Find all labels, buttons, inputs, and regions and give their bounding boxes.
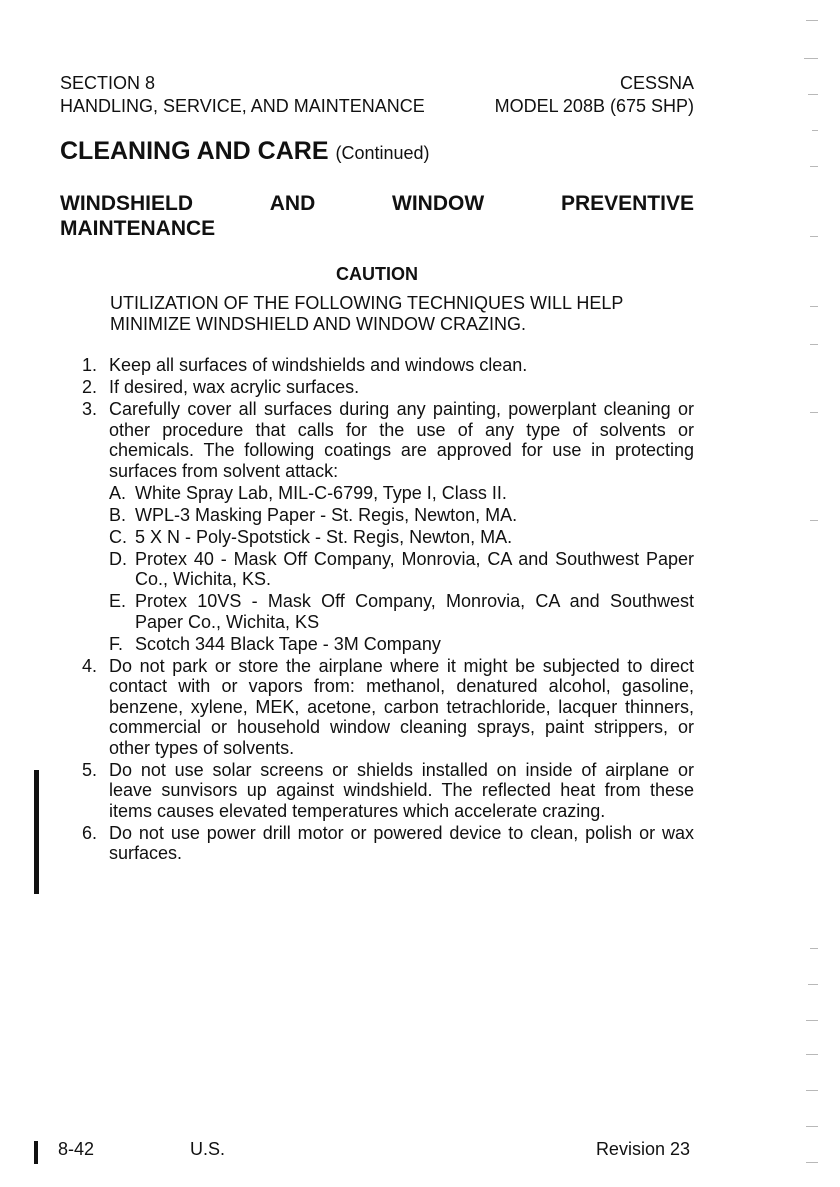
revision-label: Revision 23 xyxy=(595,1139,690,1159)
coating-letter: A. xyxy=(109,482,127,503)
list-item-number: 6. xyxy=(82,822,98,843)
list-item xyxy=(60,399,694,481)
model-designation: MODEL 208B (675 SHP) xyxy=(494,96,694,116)
section-title: HANDLING, SERVICE, AND MAINTENANCE xyxy=(60,96,425,116)
subheading-word: PREVENTIVE xyxy=(560,192,694,215)
list-item xyxy=(60,355,694,376)
page-title xyxy=(60,136,430,168)
coating-letter: F. xyxy=(109,633,124,654)
list-item-text: Do not use solar screens or shields installed on inside of airplane or leave sunvisors up against windshield. The reflected heat from these items causes elevated temperatures which accelerate crazing. xyxy=(109,759,694,821)
coating-letter: C. xyxy=(109,526,127,547)
coating-letter: E. xyxy=(109,591,127,611)
subheading-word: WINDOW xyxy=(392,192,485,215)
scan-artifact xyxy=(806,20,818,21)
scan-artifact xyxy=(806,1054,818,1055)
scan-artifact xyxy=(810,166,818,167)
scan-artifact xyxy=(810,344,818,345)
scan-artifact xyxy=(808,984,818,985)
list-item-number: 3. xyxy=(82,399,98,419)
list-item xyxy=(60,760,694,822)
footer-change-bar xyxy=(34,1141,38,1164)
scan-artifact xyxy=(806,1162,818,1163)
scan-artifact xyxy=(806,1020,818,1021)
list-item-text: Carefully cover all surfaces during any painting, powerplant cleaning or other procedure that calls for the use of any type of solvents or chemicals. The following coatings are approved for use in protecting surfaces from solvent attack: xyxy=(109,399,694,481)
page-title-main: CLEANING AND CARE xyxy=(60,137,329,165)
list-item-number: 5. xyxy=(82,759,98,780)
maintenance-steps xyxy=(60,355,694,865)
list-item-number: 4. xyxy=(82,655,98,676)
coating-letter: B. xyxy=(109,504,127,525)
coating-item xyxy=(60,505,694,526)
list-item xyxy=(60,656,694,759)
scan-artifact xyxy=(806,1126,818,1127)
coating-text: WPL-3 Masking Paper - St. Regis, Newton, MA. xyxy=(135,504,518,525)
header-row-1 xyxy=(60,72,694,94)
coating-text: Protex 10VS - Mask Off Company, Monrovia, CA and Southwest Paper Co., Wichita, KS xyxy=(135,591,694,632)
scan-artifact xyxy=(810,412,818,413)
page-number: 8-42 xyxy=(58,1139,95,1159)
coating-item xyxy=(60,527,694,548)
subheading-line-2: MAINTENANCE xyxy=(60,217,216,240)
coating-item xyxy=(60,634,694,655)
list-item-text: Keep all surfaces of windshields and windows clean. xyxy=(109,355,528,375)
list-item-text: If desired, wax acrylic surfaces. xyxy=(109,377,360,397)
scan-artifact xyxy=(806,1090,818,1091)
coating-text: Scotch 344 Black Tape - 3M Company xyxy=(135,633,441,654)
scan-artifact xyxy=(812,130,818,131)
revision-change-bar xyxy=(34,770,39,894)
scan-artifact xyxy=(810,236,818,237)
scan-artifact xyxy=(810,520,818,521)
coating-item xyxy=(60,549,694,590)
list-item-number: 1. xyxy=(82,355,98,375)
coating-text: Protex 40 - Mask Off Company, Monrovia, CA and Southwest Paper Co., Wichita, KS. xyxy=(135,548,694,589)
header-row-2 xyxy=(60,95,694,117)
list-item-text: Do not use power drill motor or powered device to clean, polish or wax surfaces. xyxy=(109,822,694,863)
coating-letter: D. xyxy=(109,548,127,569)
subheading-line-1 xyxy=(60,191,694,216)
coating-item xyxy=(60,591,694,632)
coating-item xyxy=(60,483,694,504)
list-item xyxy=(60,377,694,398)
list-item-text: Do not park or store the airplane where it might be subjected to direct contact with or vapors from: methanol, denatured alcohol, gasoline, benzene, xylene, MEK, acetone, carbon tetrachloride, lacquer thinners, commercial or household window cleaning sprays, paint strippers, or other types of solvents. xyxy=(109,655,694,758)
subheading-word: AND xyxy=(269,192,316,215)
caution-label: CAUTION xyxy=(336,264,418,284)
scan-artifact xyxy=(804,58,818,59)
section-number: SECTION 8 xyxy=(60,73,156,93)
scan-artifact xyxy=(810,948,818,949)
subheading-word: WINDSHIELD xyxy=(60,192,193,215)
manufacturer-name: CESSNA xyxy=(619,73,694,93)
subheading xyxy=(60,191,694,241)
caution-text: UTILIZATION OF THE FOLLOWING TECHNIQUES WILL HELP MINIMIZE WINDSHIELD AND WINDOW CRAZING. xyxy=(110,293,624,334)
edition-label: U.S. xyxy=(190,1139,226,1159)
list-item xyxy=(60,823,694,864)
scan-artifact xyxy=(810,306,818,307)
page-title-continued: (Continued) xyxy=(335,143,430,163)
coating-text: 5 X N - Poly-Spotstick - St. Regis, Newton, MA. xyxy=(135,526,513,547)
list-item-number: 2. xyxy=(82,377,98,397)
scan-artifact xyxy=(808,94,818,95)
coating-text: White Spray Lab, MIL-C-6799, Type I, Class II. xyxy=(135,482,507,503)
